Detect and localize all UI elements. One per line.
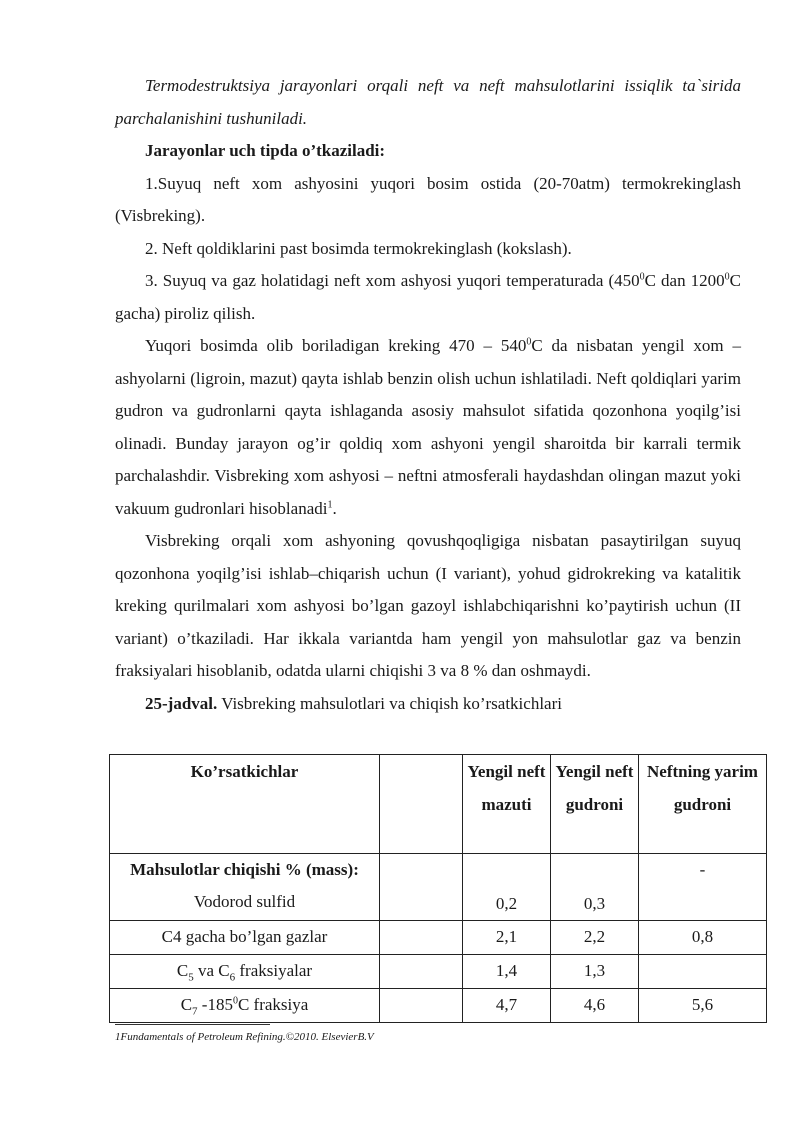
table-row: [110, 854, 767, 921]
header-light-mazut: Yengil neft mazuti: [463, 755, 551, 854]
header-indicators: Ko’rsatkichlar: [110, 755, 380, 854]
document-body: [115, 70, 741, 720]
caption-label: 25-jadval.: [145, 693, 218, 713]
header-empty: [380, 755, 463, 854]
footnote: 1Fundamentals of Petroleum Refining.©2010. ElsevierB.V: [115, 1031, 374, 1043]
results-table: [109, 754, 767, 1023]
text-run: C fraksiya: [237, 995, 309, 1014]
text-run: .: [332, 498, 337, 518]
cell: 2,2: [551, 921, 639, 955]
cell: [463, 854, 551, 921]
cell: 2,1: [463, 921, 551, 955]
footnote-marker: 1: [327, 498, 333, 510]
subscript: 5: [188, 971, 194, 984]
subscript: 6: [229, 971, 236, 984]
text-run: -185: [197, 995, 233, 1014]
text-run: C: [176, 961, 189, 980]
text-run: C da nisbatan yengil xom – ashyolarni (ligroin, mazut) qayta ishlab benzin olish uchun ishlatiladi. Neft qoldiqlari yarim gudron va gudronlarni qayta ishlaganda asosiy mahsulot sifatida qozonhona yoqilg’isi olinadi. Bunday jarayon og’ir qoldiq xom ashyoni yengil sharoitda bir karrali termik parchalashdir. Visbreking xom ashyosi – neftni atmosferali haydashdan olingan mazut yoki vakuum gudronlari hisoblanadi: [115, 336, 741, 518]
cell: 5,6: [639, 989, 767, 1023]
list-item-3: [115, 265, 741, 330]
superscript: 0: [639, 271, 645, 283]
cell: 4,7: [463, 989, 551, 1023]
section-label: Mahsulotlar chiqishi % (mass):: [130, 860, 359, 879]
superscript: 0: [724, 271, 730, 283]
caption-text: Visbreking mahsulotlari va chiqish ko’rsatkichlari: [217, 693, 562, 713]
cell: -: [639, 854, 767, 921]
superscript: 0: [232, 995, 238, 1007]
row-name: [110, 955, 380, 989]
cell: [380, 955, 463, 989]
cell: 4,6: [551, 989, 639, 1023]
text-run: C gacha) piroliz qilish.: [115, 271, 741, 323]
section-heading: Jarayonlar uch tipda o’tkaziladi:: [145, 141, 386, 160]
subscript: 7: [192, 1005, 198, 1018]
cell-value: 0,2: [495, 894, 518, 913]
cell: [380, 854, 463, 921]
text-run: Yuqori bosimda olib boriladigan kreking 470 – 540: [145, 336, 527, 355]
body-paragraph-cracking: [115, 330, 741, 525]
list-item-1: 1.Suyuq neft xom ashyosini yuqori bosim ostida (20-70atm) termokrekinglash (Visbreking).: [115, 173, 741, 225]
cell: [639, 955, 767, 989]
cell: [380, 989, 463, 1023]
table-row: [110, 989, 767, 1023]
cell: [380, 921, 463, 955]
cell: [551, 854, 639, 921]
superscript: 0: [526, 336, 532, 348]
footnote-divider: [115, 1024, 270, 1025]
table-row: [110, 921, 767, 955]
body-paragraph-visbreking: Visbreking orqali xom ashyoning qovushqoqligiga nisbatan pasaytirilgan suyuq qozonhona yoqilg’isi ishlab–chiqarish uchun (I variant), yohud gidrokreking va katalitik kreking qurilmalari xom ashyosi bo’lgan gazoyl ishlabchiqarishni ko’paytirish uchun (II variant) o’tkaziladi. Har ikkala variantda ham yengil yon mahsulotlar gaz va benzin fraksiyalari hisoblanib, odatda ularni chiqishi 3 va 8 % dan oshmaydi.: [115, 531, 741, 680]
text-run: fraksiyalar: [235, 961, 313, 980]
header-light-gudron: Yengil neft gudroni: [551, 755, 639, 854]
row-name: C4 gacha bo’lgan gazlar: [110, 921, 380, 955]
row-name: [110, 989, 380, 1023]
row-label: [110, 854, 380, 921]
intro-paragraph: Termodestruktsiya jarayonlari orqali neft va neft mahsulotlarini issiqlik ta`sirida parchalanishini tushuniladi.: [115, 76, 741, 128]
cell: 1,3: [551, 955, 639, 989]
cell-value: 0,3: [583, 894, 606, 913]
table-header-row: [110, 755, 767, 854]
text-run: va C: [193, 961, 230, 980]
table-row: [110, 955, 767, 989]
table-caption: [115, 688, 741, 721]
cell: 0,8: [639, 921, 767, 955]
header-half-gudron: Neftning yarim gudroni: [639, 755, 767, 854]
list-item-2: 2. Neft qoldiklarini past bosimda termokrekinglash (kokslash).: [145, 238, 572, 258]
text-run: 3. Suyuq va gaz holatidagi neft xom ashyosi yuqori temperaturada (450: [145, 271, 640, 290]
text-run: C: [180, 995, 193, 1014]
cell: 1,4: [463, 955, 551, 989]
row-name: Vodorod sulfid: [193, 892, 296, 911]
text-run: C dan 1200: [644, 271, 725, 290]
